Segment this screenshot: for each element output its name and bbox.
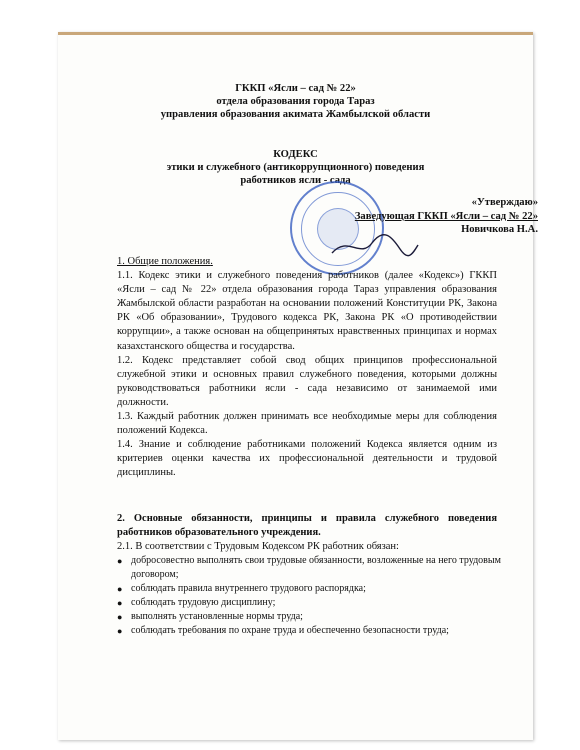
paragraph-1-3: 1.3. Каждый работник должен принимать все необходимые меры для соблюдения положений Кодекса. [117,411,497,437]
duties-list [117,554,502,638]
approval-position: Заведующая ГККП «Ясли – сад № 22» [354,210,538,222]
approval-label: «Утверждаю» [471,197,538,208]
org-department: отдела образования города Тараз [216,96,375,107]
approval-name: Новичкова Н.А. [461,224,538,235]
section-2-heading: 2. Основные обязанности, принципы и правила служебного поведения работников образовательного учреждения. [117,513,497,539]
paragraph-1-2: 1.2. Кодекс представляет собой свод общих принципов профессиональной служебной этики и основных правил служебного поведения, которыми должны руководствоваться работники ясли - сада независимо от занимаемой ими должности. [117,354,497,408]
list-item: ● добросовестно выполнять свои трудовые обязанности, возложенные на него трудовым договором; [117,555,501,580]
org-administration: управления образования акимата Жамбылской области [160,109,431,120]
paragraph-1-1: 1.1. Кодекс этики и служебного поведения работников (далее «Кодекс») ГККП «Ясли – сад № 22» отдела образования города Тараз управления образования Жамбылской области разработан на основании положений Конституции РК, Закона РК «Об образовании», Трудового кодекса РК, Закона РК «О противодействии коррупции», а также основан на общепринятых нравственных принципах и нормах казахстанского общества и государства. [117,270,497,352]
paragraph-1-4: 1.4. Знание и соблюдение работниками положений Кодекса является одним из критериев оценки качества их профессиональной деятельности и трудовой дисциплины. [117,439,497,479]
org-name: ГККП «Ясли – сад № 22» [235,83,356,94]
title-subject: работников ясли - сада [240,175,351,186]
list-item: ● соблюдать правила внутреннего трудового распорядка; [117,583,366,594]
document-title [58,148,533,187]
approval-block [355,196,538,237]
page-edge [58,32,533,35]
list-item: ● соблюдать требования по охране труда и обеспеченно безопасности труда; [117,625,449,636]
section-1-heading: 1. Общие положения. [117,256,213,267]
section-2 [117,512,497,554]
list-item: ● выполнять установленные нормы труда; [117,611,303,622]
title-subtitle: этики и служебного (антикоррупционного) поведения [166,162,425,173]
section-1 [117,255,497,481]
list-item: ● соблюдать трудовую дисциплину; [117,597,276,608]
paragraph-2-1: 2.1. В соответствии с Трудовым Кодексом РК работник обязан: [117,541,399,553]
title-main: КОДЕКС [273,149,318,160]
org-header [58,82,533,121]
